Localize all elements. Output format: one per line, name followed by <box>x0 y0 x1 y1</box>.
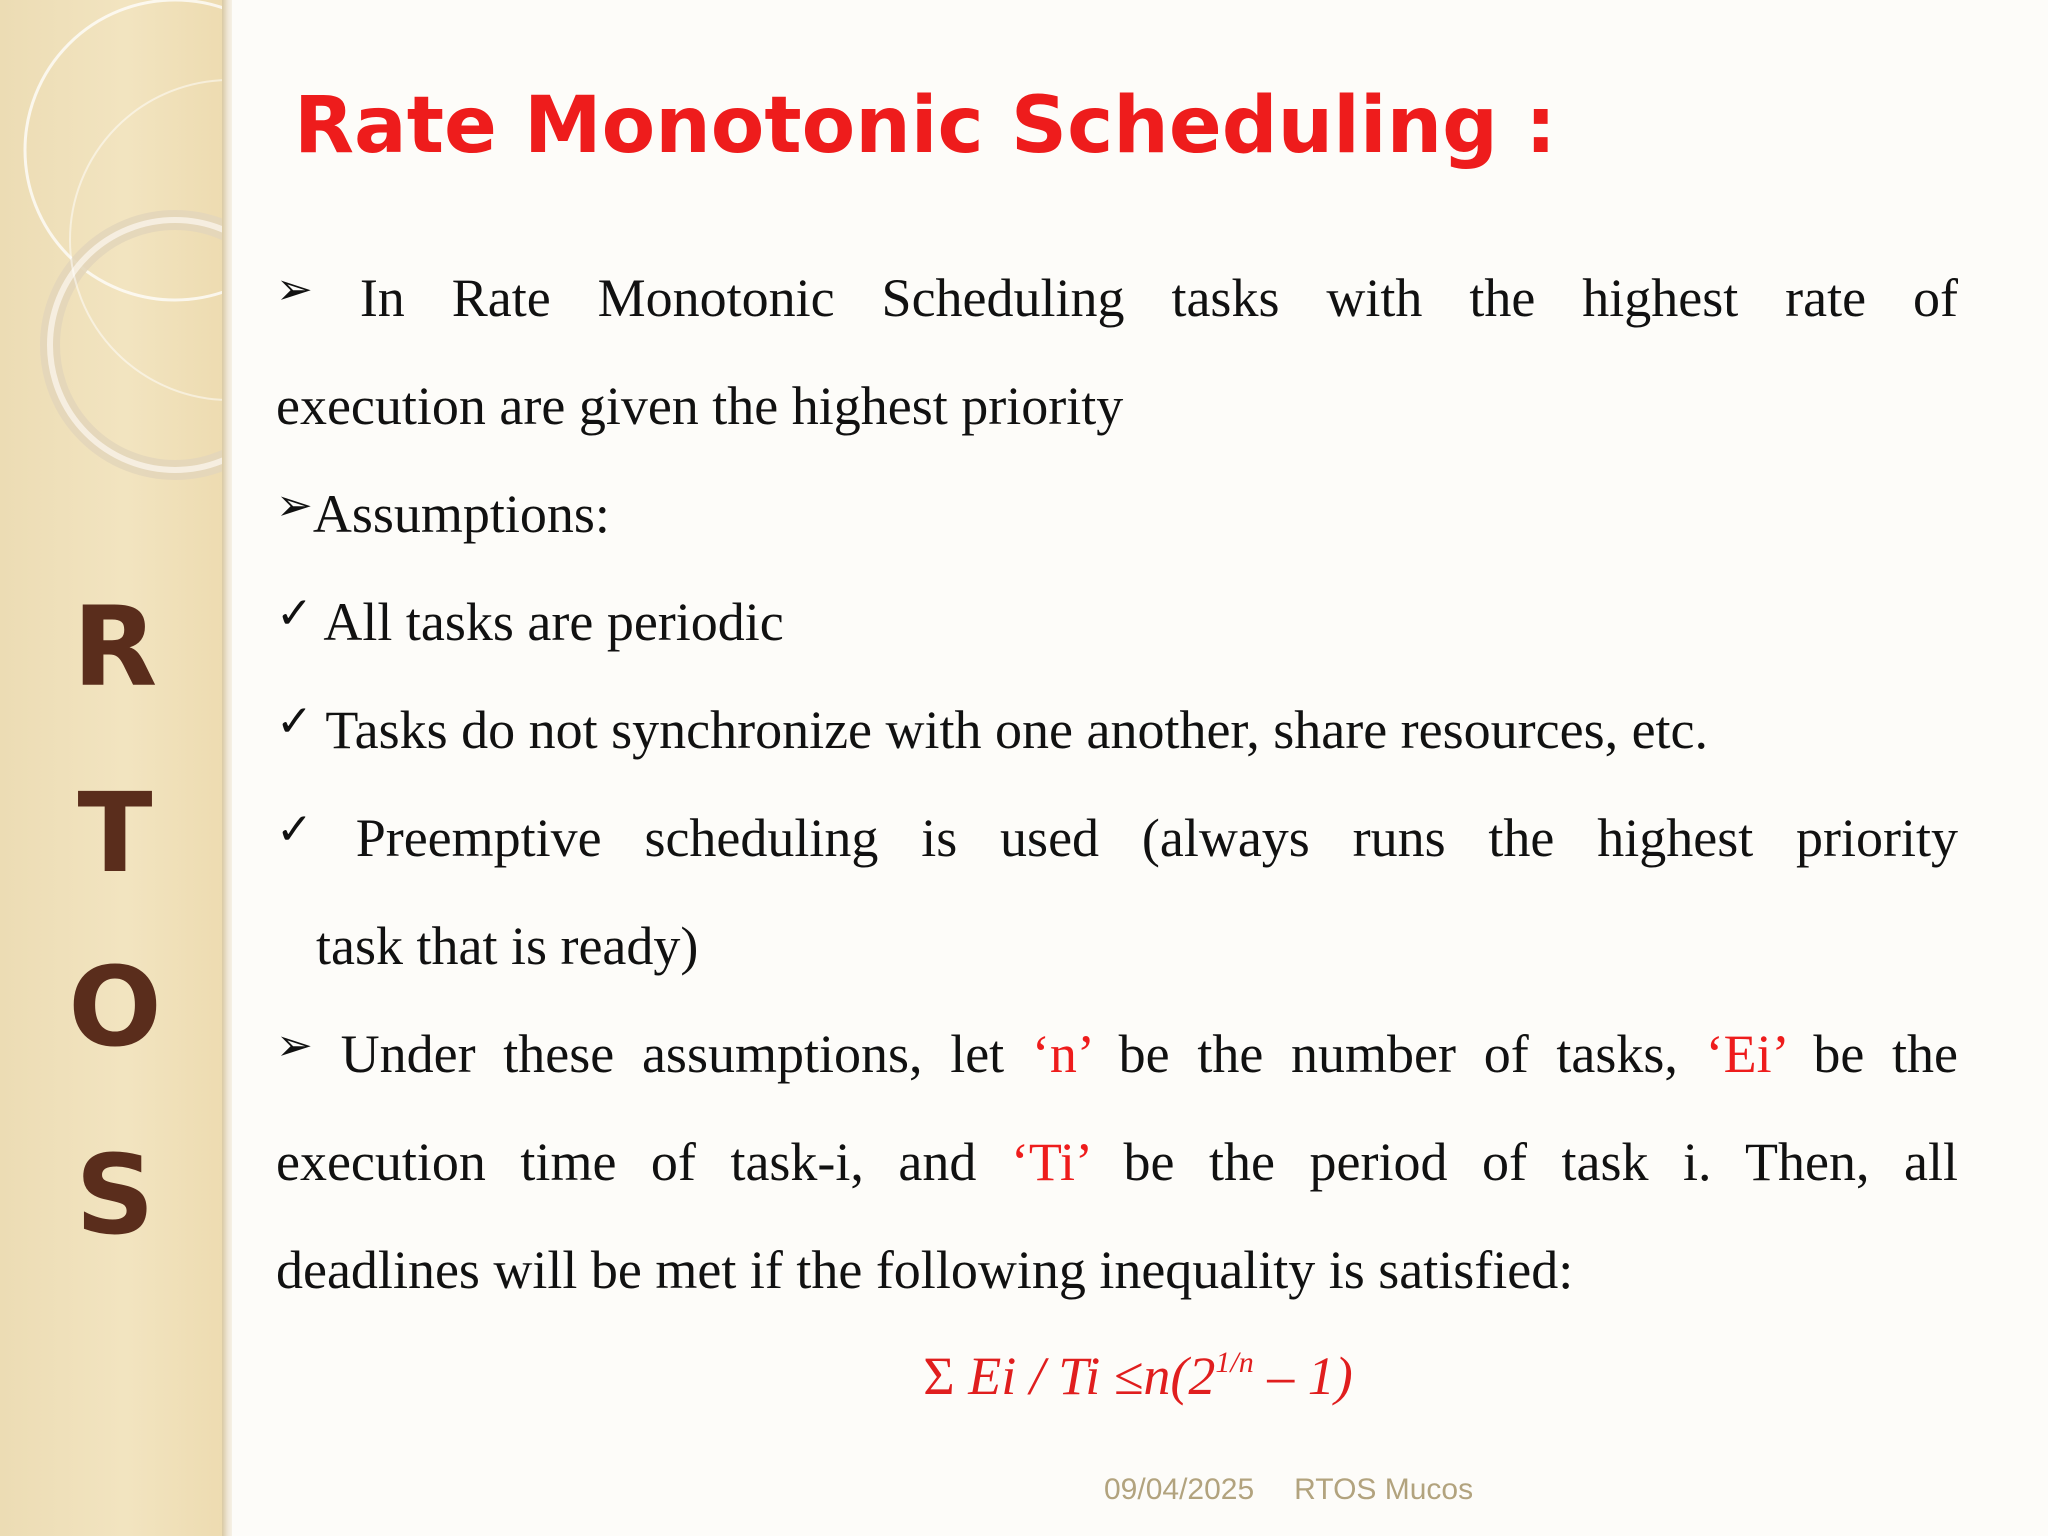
decorative-rings <box>0 0 228 520</box>
sidebar-letter-o: O <box>68 943 162 1071</box>
rms-inequality-formula <box>0 1322 2048 1430</box>
bullet-text: be the period of task i. Then, all <box>1088 1132 1958 1192</box>
check-item-periodic <box>276 568 1958 676</box>
leq-symbol: ≤ <box>1113 1346 1144 1406</box>
arrow-bullet-icon: ➢ <box>276 264 313 315</box>
formula-rhs-end: – 1) <box>1253 1346 1353 1406</box>
bullet-text: deadlines will be met if the following inequality is satisfied: <box>276 1240 1574 1300</box>
sigma-symbol: Σ <box>923 1346 955 1406</box>
formula-rhs-start: n(2 <box>1143 1346 1216 1406</box>
check-mark-icon: ✓ <box>276 804 313 855</box>
bullet-inequality-line3 <box>276 1216 1958 1324</box>
bullet-text: be the number of tasks, <box>1090 1024 1706 1084</box>
bullet-text: Assumptions: <box>312 484 610 544</box>
check-item-text: task that is ready) <box>316 916 699 976</box>
formula-exponent: 1/n <box>1215 1346 1254 1379</box>
bullet-text: be the <box>1785 1024 1958 1084</box>
bullet-inequality-line2 <box>276 1108 1958 1216</box>
check-mark-icon: ✓ <box>276 696 313 747</box>
sidebar-letter-s: S <box>75 1131 155 1259</box>
bullet-text: execution time of task-i, and <box>276 1132 1011 1192</box>
sidebar-letter-t: T <box>77 769 153 897</box>
sidebar-letter-r: R <box>72 583 158 711</box>
bullet-text: Under these assumptions, let <box>340 1024 1032 1084</box>
check-item-preemptive-line1 <box>276 784 1958 892</box>
variable-ti: ‘Ti’ <box>1010 1132 1089 1192</box>
variable-n: ‘n’ <box>1031 1024 1091 1084</box>
check-item-text: Preemptive scheduling is used (always runs the highest priority <box>355 808 1959 868</box>
bullet-rms-definition-line1 <box>276 244 1958 352</box>
check-item-text: All tasks are periodic <box>323 592 784 652</box>
bullet-text: execution are given the highest priority <box>276 376 1124 436</box>
slide-body <box>276 244 1958 1324</box>
bullet-rms-definition-line2 <box>276 352 1958 460</box>
variable-ei: ‘Ei’ <box>1705 1024 1786 1084</box>
slide-title: Rate Monotonic Scheduling : <box>294 81 1557 171</box>
bullet-inequality-line1 <box>276 1000 1958 1108</box>
footer-date: 09/04/2025 <box>1104 1473 1255 1506</box>
bullet-assumptions <box>276 460 1958 568</box>
check-item-preemptive-line2 <box>276 892 1958 1000</box>
arrow-bullet-icon: ➢ <box>276 480 313 531</box>
formula-lhs: Ei / Ti <box>968 1346 1101 1406</box>
check-item-text: Tasks do not synchronize with one another, share resources, etc. <box>325 700 1709 760</box>
footer <box>1104 1470 1513 1510</box>
check-item-no-sync <box>276 676 1958 784</box>
arrow-bullet-icon: ➢ <box>276 1020 313 1071</box>
sidebar-edge <box>222 0 232 1536</box>
footer-label: RTOS Mucos <box>1294 1473 1474 1506</box>
sidebar <box>0 0 228 1536</box>
bullet-text: In Rate Monotonic Scheduling tasks with the highest rate of <box>359 268 1959 328</box>
check-mark-icon: ✓ <box>276 588 313 639</box>
